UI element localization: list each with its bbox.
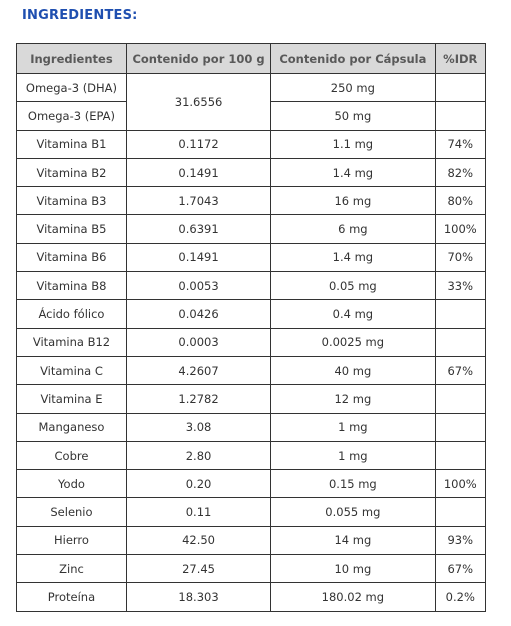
- per-capsule-value: 0.15 mg: [271, 470, 435, 498]
- table-row: [17, 356, 486, 384]
- page-title: INGREDIENTES:: [22, 8, 138, 23]
- idr-value: [435, 300, 485, 328]
- per-capsule-value: 14 mg: [271, 526, 435, 554]
- ingredient-name: Vitamina B6: [17, 243, 127, 271]
- ingredient-name: Omega-3 (DHA): [17, 74, 127, 102]
- idr-value: 70%: [435, 243, 485, 271]
- per-100g-value: 0.1172: [126, 130, 270, 158]
- per-capsule-value: 1.4 mg: [271, 158, 435, 186]
- table-row: [17, 526, 486, 554]
- ingredient-name: Ácido fólico: [17, 300, 127, 328]
- per-capsule-value: 1 mg: [271, 413, 435, 441]
- idr-value: [435, 74, 485, 102]
- table-row: [17, 413, 486, 441]
- per-100g-value: 3.08: [126, 413, 270, 441]
- per-capsule-value: 1 mg: [271, 441, 435, 469]
- per-100g-value: 0.6391: [126, 215, 270, 243]
- idr-value: [435, 328, 485, 356]
- ingredient-name: Hierro: [17, 526, 127, 554]
- per-100g-value: 42.50: [126, 526, 270, 554]
- table-row: [17, 555, 486, 583]
- ingredient-name: Vitamina C: [17, 356, 127, 384]
- per-100g-value: 0.1491: [126, 158, 270, 186]
- per-capsule-value: 0.05 mg: [271, 272, 435, 300]
- table-row: [17, 187, 486, 215]
- ingredient-name: Vitamina B2: [17, 158, 127, 186]
- idr-value: [435, 498, 485, 526]
- table-header-row: [17, 44, 486, 74]
- idr-value: 100%: [435, 470, 485, 498]
- idr-value: [435, 413, 485, 441]
- ingredient-name: Manganeso: [17, 413, 127, 441]
- table-row: [17, 441, 486, 469]
- per-capsule-value: 50 mg: [271, 102, 435, 130]
- per-100g-value: 0.20: [126, 470, 270, 498]
- ingredient-name: Vitamina B1: [17, 130, 127, 158]
- per-capsule-value: 0.0025 mg: [271, 328, 435, 356]
- header-idr: %IDR: [435, 44, 485, 74]
- per-capsule-value: 1.4 mg: [271, 243, 435, 271]
- per-capsule-value: 1.1 mg: [271, 130, 435, 158]
- table-row: [17, 272, 486, 300]
- header-contenido-capsula: Contenido por Cápsula: [271, 44, 435, 74]
- header-contenido-100g: Contenido por 100 g: [126, 44, 270, 74]
- table-row: [17, 130, 486, 158]
- idr-value: 67%: [435, 555, 485, 583]
- idr-value: [435, 385, 485, 413]
- ingredient-name: Vitamina B8: [17, 272, 127, 300]
- per-100g-value: 0.0053: [126, 272, 270, 300]
- ingredient-name: Proteína: [17, 583, 127, 611]
- per-capsule-value: 180.02 mg: [271, 583, 435, 611]
- idr-value: 0.2%: [435, 583, 485, 611]
- per-100g-value: 0.1491: [126, 243, 270, 271]
- per-capsule-value: 0.055 mg: [271, 498, 435, 526]
- per-100g-value: 31.6556: [126, 74, 270, 131]
- per-100g-value: 1.7043: [126, 187, 270, 215]
- ingredient-name: Yodo: [17, 470, 127, 498]
- per-100g-value: 0.0003: [126, 328, 270, 356]
- idr-value: 80%: [435, 187, 485, 215]
- idr-value: [435, 441, 485, 469]
- per-capsule-value: 0.4 mg: [271, 300, 435, 328]
- ingredient-name: Zinc: [17, 555, 127, 583]
- idr-value: 82%: [435, 158, 485, 186]
- idr-value: [435, 102, 485, 130]
- idr-value: 93%: [435, 526, 485, 554]
- per-capsule-value: 250 mg: [271, 74, 435, 102]
- per-100g-value: 0.0426: [126, 300, 270, 328]
- per-100g-value: 1.2782: [126, 385, 270, 413]
- per-capsule-value: 40 mg: [271, 356, 435, 384]
- table-row: [17, 243, 486, 271]
- table-row: [17, 158, 486, 186]
- table-row: [17, 385, 486, 413]
- per-100g-value: 27.45: [126, 555, 270, 583]
- table-row: [17, 470, 486, 498]
- per-100g-value: 18.303: [126, 583, 270, 611]
- per-capsule-value: 16 mg: [271, 187, 435, 215]
- per-100g-value: 4.2607: [126, 356, 270, 384]
- table-row: [17, 215, 486, 243]
- ingredient-name: Vitamina E: [17, 385, 127, 413]
- per-100g-value: 2.80: [126, 441, 270, 469]
- ingredient-name: Vitamina B3: [17, 187, 127, 215]
- per-capsule-value: 10 mg: [271, 555, 435, 583]
- table-row: [17, 583, 486, 611]
- ingredient-name: Vitamina B5: [17, 215, 127, 243]
- idr-value: 74%: [435, 130, 485, 158]
- ingredient-name: Cobre: [17, 441, 127, 469]
- idr-value: 100%: [435, 215, 485, 243]
- idr-value: 33%: [435, 272, 485, 300]
- table-row: [17, 74, 486, 102]
- per-100g-value: 0.11: [126, 498, 270, 526]
- idr-value: 67%: [435, 356, 485, 384]
- per-capsule-value: 12 mg: [271, 385, 435, 413]
- table-row: [17, 328, 486, 356]
- table-row: [17, 498, 486, 526]
- ingredient-name: Omega-3 (EPA): [17, 102, 127, 130]
- header-ingredientes: Ingredientes: [17, 44, 127, 74]
- per-capsule-value: 6 mg: [271, 215, 435, 243]
- ingredient-name: Selenio: [17, 498, 127, 526]
- ingredients-table: [16, 43, 486, 612]
- ingredient-name: Vitamina B12: [17, 328, 127, 356]
- table-row: [17, 300, 486, 328]
